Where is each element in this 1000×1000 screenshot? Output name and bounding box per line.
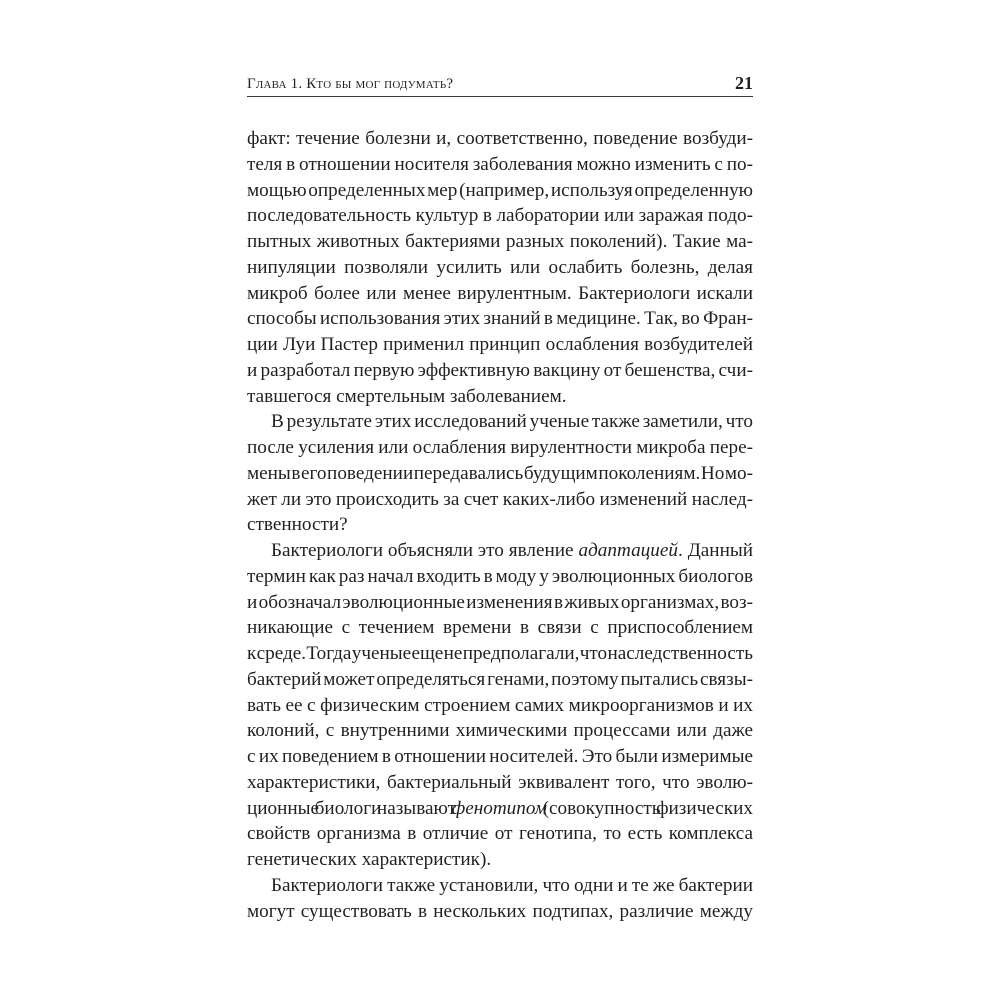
text-line [247,667,753,693]
text-segment: к среде. Тогда ученые еще не предполагали, что наследственность [247,643,753,664]
text-segment: характеристики, бактериальный эквивалент того, что эволю- [247,771,753,793]
text-segment: колоний, с внутренними химическими процессами или даже [247,720,753,742]
text-segment: тавшегося смертельным заболеванием. [247,385,567,407]
text-segment: вать ее с физическим строением самих микроорганизмов и их [247,694,753,716]
text-segment: Бактериологи также установили, что одни и те же бактерии [271,874,753,896]
text-line [247,641,753,667]
text-line [247,770,753,796]
italic-term: фенотипом [451,797,547,819]
text-line [247,590,753,616]
text-line [247,203,753,229]
text-segment: способы использования этих знаний в медицине. Так, во Фран- [247,308,753,330]
text-line [247,409,753,435]
text-line [247,693,753,719]
text-line [247,796,753,822]
text-segment: мены в его поведении передавались будущим поколениям. Но мо- [247,462,753,484]
text-line [247,126,753,152]
text-line [247,178,753,204]
text-line [247,538,753,564]
text-segment: никающие с течением времени в связи с приспособлением [247,617,753,639]
text-segment: ции Луи Пастер применил принцип ослабления возбудителей [247,334,753,355]
text-line [247,873,753,899]
text-line [247,358,753,384]
text-line [247,332,753,358]
paragraph [247,538,753,873]
paragraph [247,126,753,409]
text-segment: ционные биологи называют [247,797,452,819]
text-line [247,847,753,873]
page-number: 21 [735,73,753,93]
text-line [247,152,753,178]
text-line [247,306,753,332]
text-line [247,821,753,847]
text-line [247,718,753,744]
text-line [247,281,753,307]
text-line [247,744,753,770]
text-line [247,487,753,513]
text-segment: жет ли это происходить за счет каких-либо изменений наслед- [247,488,753,510]
text-segment: после усиления или ослабления вирулентности микроба пере- [247,437,753,458]
text-line [247,615,753,641]
text-segment: теля в отношении носителя заболевания можно изменить с по- [247,153,753,175]
text-segment: (совокупность физических [546,797,753,819]
text-line [247,229,753,255]
text-line [247,255,753,281]
text-segment: ственности? [247,514,348,536]
text-segment: с их поведением в отношении носителей. Это были измеримые [247,746,753,767]
text-segment: Бактериологи объясняли это явление [271,540,579,561]
text-segment: . Данный [677,540,753,561]
running-title: Глава 1. Кто бы мог подумать? [247,76,454,92]
text-line [247,435,753,461]
text-segment: последовательность культур в лаборатории или заражая подо- [247,205,753,227]
text-segment: и разработал первую эффективную вакцину от бешенства, счи- [247,359,753,381]
text-line [247,564,753,590]
text-line [247,384,753,410]
text-line [247,512,753,538]
text-segment: могут существовать в нескольких подтипах, различие между [247,900,753,922]
italic-term: адаптацией [578,540,678,561]
text-segment: пытных животных бактериями разных поколений). Такие ма- [247,231,753,252]
text-segment: факт: течение болезни и, соответственно, поведение возбуди- [247,128,753,149]
running-header [247,74,753,97]
text-segment: микроб более или менее вирулентным. Бактериологи искали [247,282,753,304]
text-segment: бактерий может определяться генами, поэтому пытались связы- [247,668,753,690]
text-segment: мощью определенных мер (например, используя определенную [247,179,753,201]
text-segment: нипуляции позволяли усилить или ослабить болезнь, делая [247,256,753,278]
text-line [247,461,753,487]
body-text [247,126,753,924]
text-segment: свойств организма в отличие от генотипа, то есть комплекса [247,823,753,845]
text-segment: В результате этих исследований ученые также заметили, что [271,411,753,433]
text-segment: и обозначал эволюционные изменения в живых организмах, воз- [247,591,753,613]
text-line [247,899,753,925]
paragraph [247,873,753,925]
text-segment: генетических характеристик). [247,849,492,870]
paragraph [247,409,753,538]
text-segment: термин как раз начал входить в моду у эволюционных биологов [247,565,753,587]
